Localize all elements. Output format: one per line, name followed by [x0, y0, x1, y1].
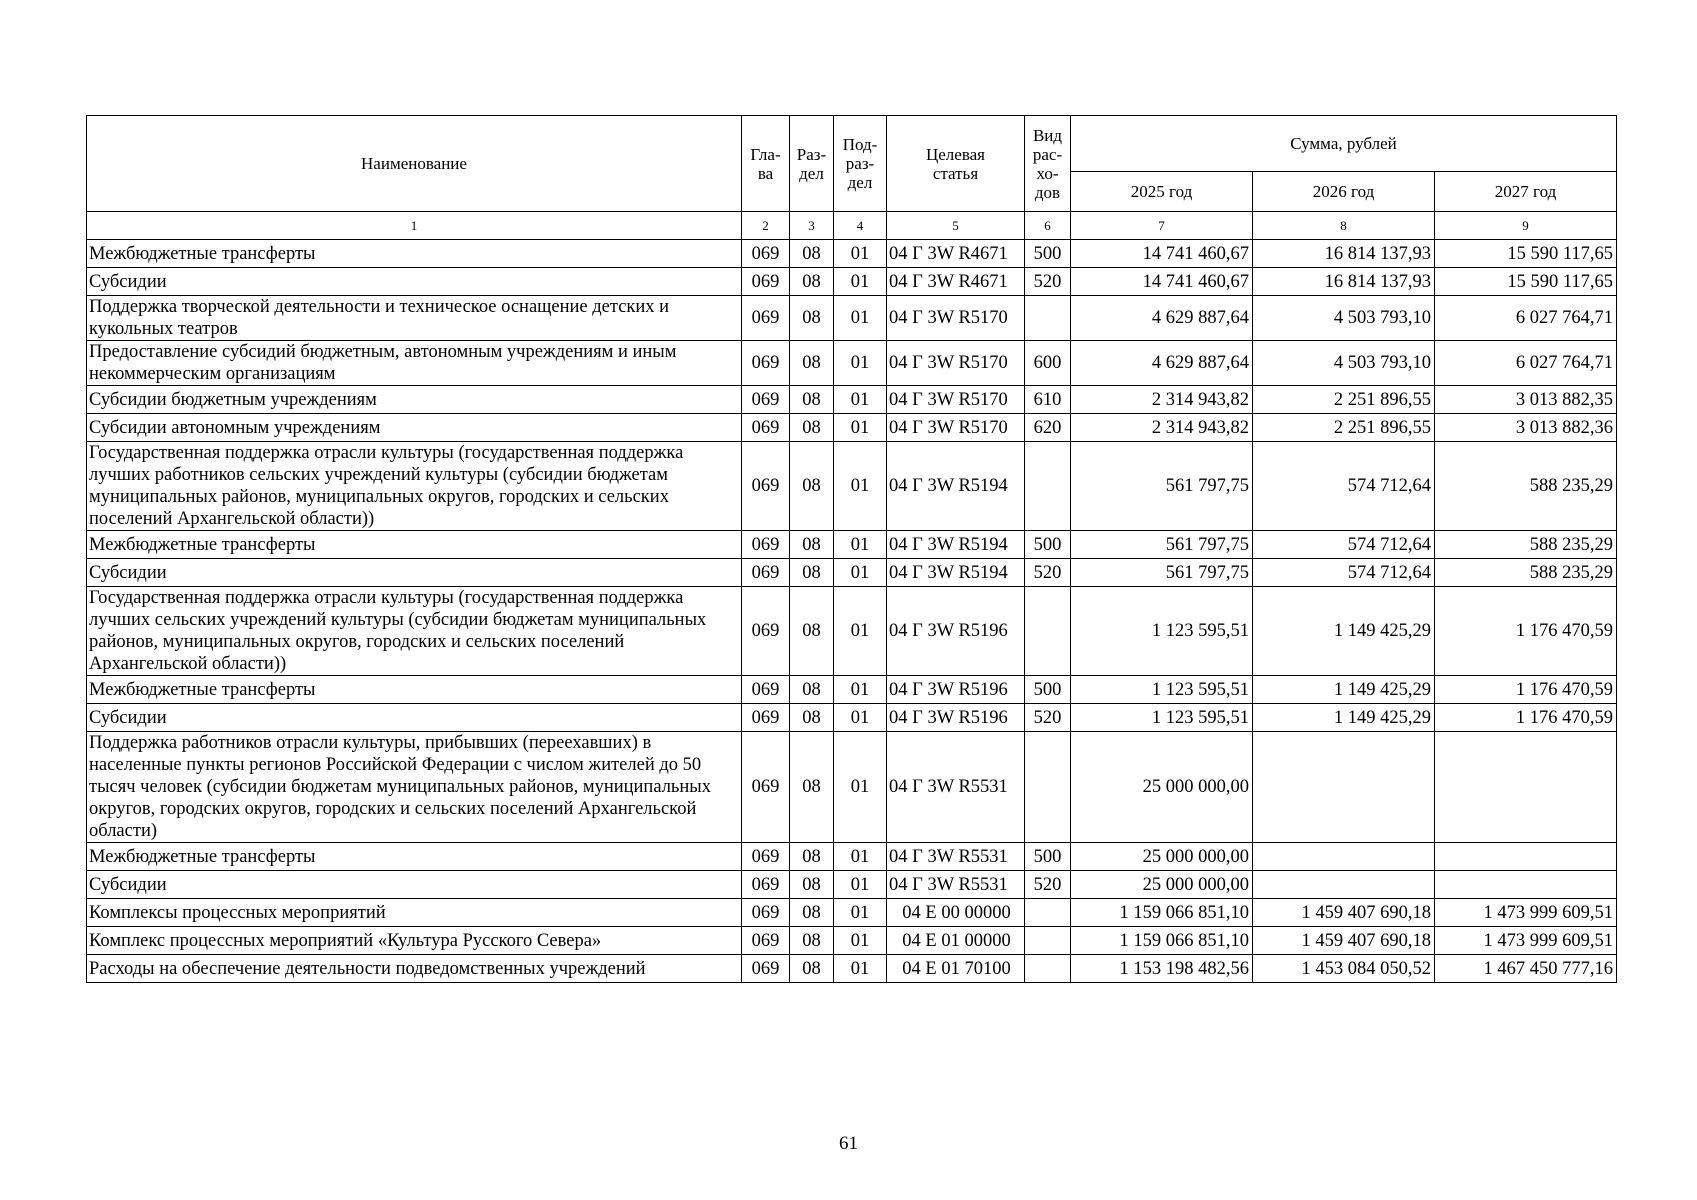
row-razdel: 08	[790, 587, 834, 676]
row-podrazdel: 01	[834, 240, 887, 268]
row-target-article: 04 Г 3W R5170	[887, 386, 1025, 414]
row-sum-2026: 16 814 137,93	[1253, 268, 1435, 296]
table-row	[87, 676, 1617, 704]
row-sum-2027: 1 473 999 609,51	[1435, 899, 1617, 927]
row-razdel: 08	[790, 732, 834, 843]
row-vid-raskhodov	[1025, 587, 1071, 676]
row-name: Субсидии	[87, 704, 742, 732]
row-vid-raskhodov: 520	[1025, 268, 1071, 296]
row-name: Комплекс процессных мероприятий «Культура Русского Севера»	[87, 927, 742, 955]
row-glava: 069	[742, 414, 790, 442]
row-razdel: 08	[790, 871, 834, 899]
row-sum-2027: 6 027 764,71	[1435, 296, 1617, 341]
table-body	[87, 240, 1617, 983]
row-vid-raskhodov	[1025, 732, 1071, 843]
row-razdel: 08	[790, 268, 834, 296]
row-vid-raskhodov	[1025, 442, 1071, 531]
row-sum-2025: 561 797,75	[1071, 559, 1253, 587]
row-sum-2025: 1 153 198 482,56	[1071, 955, 1253, 983]
row-podrazdel: 01	[834, 442, 887, 531]
table-row	[87, 899, 1617, 927]
table-row	[87, 442, 1617, 531]
table-row	[87, 559, 1617, 587]
table-row	[87, 240, 1617, 268]
row-sum-2027: 1 176 470,59	[1435, 676, 1617, 704]
row-sum-2026: 574 712,64	[1253, 559, 1435, 587]
row-podrazdel: 01	[834, 955, 887, 983]
row-target-article: 04 Г 3W R5531	[887, 843, 1025, 871]
row-name: Субсидии	[87, 559, 742, 587]
row-name: Межбюджетные трансферты	[87, 843, 742, 871]
column-number: 4	[834, 212, 887, 240]
row-vid-raskhodov: 500	[1025, 531, 1071, 559]
table-row	[87, 268, 1617, 296]
row-glava: 069	[742, 240, 790, 268]
row-sum-2025: 25 000 000,00	[1071, 871, 1253, 899]
row-sum-2027	[1435, 871, 1617, 899]
row-sum-2026: 1 453 084 050,52	[1253, 955, 1435, 983]
row-vid-raskhodov: 500	[1025, 676, 1071, 704]
row-sum-2026	[1253, 871, 1435, 899]
row-sum-2026: 2 251 896,55	[1253, 386, 1435, 414]
row-target-article: 04 Г 3W R5170	[887, 414, 1025, 442]
header-target-article: Целевая статья	[887, 116, 1025, 212]
row-name: Государственная поддержка отрасли культуры (государственная поддержка лучших сельских учреждений культуры (субсидии бюджетам муниципальных районов, муниципальных округов, городских и сельских поселений Архангельской области))	[87, 587, 742, 676]
row-sum-2025: 25 000 000,00	[1071, 843, 1253, 871]
row-name: Субсидии	[87, 871, 742, 899]
row-target-article: 04 Г 3W R4671	[887, 240, 1025, 268]
row-sum-2027: 15 590 117,65	[1435, 240, 1617, 268]
row-podrazdel: 01	[834, 531, 887, 559]
row-sum-2026: 16 814 137,93	[1253, 240, 1435, 268]
row-target-article: 04 Г 3W R5194	[887, 442, 1025, 531]
table-row	[87, 732, 1617, 843]
table-row	[87, 414, 1617, 442]
row-target-article: 04 Г 3W R5194	[887, 559, 1025, 587]
row-sum-2025: 14 741 460,67	[1071, 240, 1253, 268]
table-row	[87, 704, 1617, 732]
row-glava: 069	[742, 732, 790, 843]
row-name: Межбюджетные трансферты	[87, 240, 742, 268]
column-number: 1	[87, 212, 742, 240]
row-podrazdel: 01	[834, 927, 887, 955]
header-sum-title: Сумма, рублей	[1071, 116, 1617, 172]
row-sum-2026: 574 712,64	[1253, 531, 1435, 559]
column-number: 5	[887, 212, 1025, 240]
row-sum-2027	[1435, 732, 1617, 843]
row-target-article: 04 Г 3W R5196	[887, 676, 1025, 704]
row-razdel: 08	[790, 899, 834, 927]
row-sum-2025: 14 741 460,67	[1071, 268, 1253, 296]
row-sum-2025: 2 314 943,82	[1071, 414, 1253, 442]
row-target-article: 04 Е 01 70100	[887, 955, 1025, 983]
row-sum-2027: 588 235,29	[1435, 531, 1617, 559]
row-vid-raskhodov: 520	[1025, 871, 1071, 899]
row-sum-2026: 4 503 793,10	[1253, 296, 1435, 341]
row-sum-2027: 1 467 450 777,16	[1435, 955, 1617, 983]
row-sum-2026: 1 149 425,29	[1253, 704, 1435, 732]
row-name: Межбюджетные трансферты	[87, 531, 742, 559]
row-target-article: 04 Е 01 00000	[887, 927, 1025, 955]
row-razdel: 08	[790, 843, 834, 871]
row-name: Субсидии бюджетным учреждениям	[87, 386, 742, 414]
column-number: 9	[1435, 212, 1617, 240]
row-glava: 069	[742, 899, 790, 927]
row-glava: 069	[742, 559, 790, 587]
row-vid-raskhodov: 520	[1025, 559, 1071, 587]
table-row	[87, 531, 1617, 559]
table-row	[87, 843, 1617, 871]
header-year-2027: 2027 год	[1435, 172, 1617, 212]
row-vid-raskhodov: 600	[1025, 341, 1071, 386]
row-sum-2025: 1 123 595,51	[1071, 704, 1253, 732]
table-row	[87, 296, 1617, 341]
row-podrazdel: 01	[834, 296, 887, 341]
header-razdel: Раз- дел	[790, 116, 834, 212]
budget-table	[86, 115, 1617, 983]
row-podrazdel: 01	[834, 268, 887, 296]
row-sum-2026: 2 251 896,55	[1253, 414, 1435, 442]
row-glava: 069	[742, 704, 790, 732]
row-target-article: 04 Г 3W R5170	[887, 341, 1025, 386]
row-razdel: 08	[790, 559, 834, 587]
page-number: 61	[839, 1133, 858, 1154]
row-sum-2025: 2 314 943,82	[1071, 386, 1253, 414]
column-number: 6	[1025, 212, 1071, 240]
row-sum-2026: 1 459 407 690,18	[1253, 927, 1435, 955]
row-razdel: 08	[790, 927, 834, 955]
row-podrazdel: 01	[834, 341, 887, 386]
row-target-article: 04 Г 3W R5170	[887, 296, 1025, 341]
row-target-article: 04 Г 3W R5196	[887, 587, 1025, 676]
header-glava: Гла- ва	[742, 116, 790, 212]
row-razdel: 08	[790, 531, 834, 559]
row-sum-2027: 1 473 999 609,51	[1435, 927, 1617, 955]
row-glava: 069	[742, 587, 790, 676]
header-podrazdel: Под- раз- дел	[834, 116, 887, 212]
row-vid-raskhodov	[1025, 899, 1071, 927]
row-name: Межбюджетные трансферты	[87, 676, 742, 704]
table-row	[87, 587, 1617, 676]
row-podrazdel: 01	[834, 899, 887, 927]
row-sum-2027	[1435, 843, 1617, 871]
row-sum-2026: 4 503 793,10	[1253, 341, 1435, 386]
row-sum-2025: 4 629 887,64	[1071, 296, 1253, 341]
row-razdel: 08	[790, 704, 834, 732]
row-podrazdel: 01	[834, 559, 887, 587]
row-name: Поддержка работников отрасли культуры, прибывших (переехавших) в населенные пункты регионов Российской Федерации с числом жителей до 50 тысяч человек (субсидии бюджетам муниципальных районов, муниципальных округов, городских округов, городских и сельских поселений Архангельской области)	[87, 732, 742, 843]
row-sum-2026	[1253, 732, 1435, 843]
row-name: Предоставление субсидий бюджетным, автономным учреждениям и иным некоммерческим организациям	[87, 341, 742, 386]
row-vid-raskhodov	[1025, 927, 1071, 955]
row-podrazdel: 01	[834, 871, 887, 899]
row-sum-2025: 1 159 066 851,10	[1071, 927, 1253, 955]
row-vid-raskhodov: 610	[1025, 386, 1071, 414]
header-vid-raskhodov: Вид рас- хо- дов	[1025, 116, 1071, 212]
row-glava: 069	[742, 927, 790, 955]
row-sum-2027: 6 027 764,71	[1435, 341, 1617, 386]
row-sum-2027: 3 013 882,35	[1435, 386, 1617, 414]
header-year-2025: 2025 год	[1071, 172, 1253, 212]
row-vid-raskhodov: 500	[1025, 240, 1071, 268]
row-name: Поддержка творческой деятельности и техническое оснащение детских и кукольных театров	[87, 296, 742, 341]
row-glava: 069	[742, 531, 790, 559]
row-sum-2027: 3 013 882,36	[1435, 414, 1617, 442]
row-glava: 069	[742, 843, 790, 871]
row-sum-2027: 588 235,29	[1435, 442, 1617, 531]
row-sum-2025: 1 123 595,51	[1071, 587, 1253, 676]
row-name: Расходы на обеспечение деятельности подведомственных учреждений	[87, 955, 742, 983]
row-razdel: 08	[790, 296, 834, 341]
row-vid-raskhodov: 620	[1025, 414, 1071, 442]
row-podrazdel: 01	[834, 414, 887, 442]
row-target-article: 04 Г 3W R5196	[887, 704, 1025, 732]
row-razdel: 08	[790, 240, 834, 268]
row-razdel: 08	[790, 341, 834, 386]
row-sum-2027: 588 235,29	[1435, 559, 1617, 587]
row-glava: 069	[742, 268, 790, 296]
row-sum-2025: 1 123 595,51	[1071, 676, 1253, 704]
budget-table-wrapper	[86, 115, 1616, 983]
row-podrazdel: 01	[834, 704, 887, 732]
row-razdel: 08	[790, 955, 834, 983]
row-sum-2025: 1 159 066 851,10	[1071, 899, 1253, 927]
row-name: Государственная поддержка отрасли культуры (государственная поддержка лучших работников сельских учреждений культуры (субсидии бюджетам муниципальных районов, муниципальных округов, городских и сельских поселений Архангельской области))	[87, 442, 742, 531]
row-sum-2027: 1 176 470,59	[1435, 587, 1617, 676]
row-target-article: 04 Г 3W R5194	[887, 531, 1025, 559]
row-podrazdel: 01	[834, 676, 887, 704]
row-target-article: 04 Г 3W R5531	[887, 871, 1025, 899]
row-sum-2025: 25 000 000,00	[1071, 732, 1253, 843]
row-podrazdel: 01	[834, 843, 887, 871]
row-name: Комплексы процессных мероприятий	[87, 899, 742, 927]
row-sum-2027: 1 176 470,59	[1435, 704, 1617, 732]
row-glava: 069	[742, 955, 790, 983]
row-vid-raskhodov: 500	[1025, 843, 1071, 871]
column-numbers-row	[87, 212, 1617, 240]
row-sum-2026: 1 149 425,29	[1253, 676, 1435, 704]
column-number: 7	[1071, 212, 1253, 240]
row-vid-raskhodov	[1025, 296, 1071, 341]
table-row	[87, 927, 1617, 955]
row-glava: 069	[742, 386, 790, 414]
column-number: 8	[1253, 212, 1435, 240]
row-sum-2025: 561 797,75	[1071, 531, 1253, 559]
row-sum-2026: 1 149 425,29	[1253, 587, 1435, 676]
table-row	[87, 386, 1617, 414]
header-year-2026: 2026 год	[1253, 172, 1435, 212]
row-podrazdel: 01	[834, 587, 887, 676]
row-glava: 069	[742, 676, 790, 704]
table-row	[87, 871, 1617, 899]
row-sum-2025: 4 629 887,64	[1071, 341, 1253, 386]
row-razdel: 08	[790, 442, 834, 531]
table-row	[87, 341, 1617, 386]
row-vid-raskhodov	[1025, 955, 1071, 983]
row-razdel: 08	[790, 676, 834, 704]
row-target-article: 04 Г 3W R4671	[887, 268, 1025, 296]
row-glava: 069	[742, 296, 790, 341]
header-name: Наименование	[87, 116, 742, 212]
row-glava: 069	[742, 442, 790, 531]
row-podrazdel: 01	[834, 386, 887, 414]
row-target-article: 04 Е 00 00000	[887, 899, 1025, 927]
row-razdel: 08	[790, 414, 834, 442]
row-target-article: 04 Г 3W R5531	[887, 732, 1025, 843]
row-sum-2027: 15 590 117,65	[1435, 268, 1617, 296]
row-sum-2025: 561 797,75	[1071, 442, 1253, 531]
row-glava: 069	[742, 871, 790, 899]
row-podrazdel: 01	[834, 732, 887, 843]
row-name: Субсидии автономным учреждениям	[87, 414, 742, 442]
column-number: 3	[790, 212, 834, 240]
row-name: Субсидии	[87, 268, 742, 296]
row-sum-2026: 574 712,64	[1253, 442, 1435, 531]
row-sum-2026	[1253, 843, 1435, 871]
table-row	[87, 955, 1617, 983]
row-razdel: 08	[790, 386, 834, 414]
row-sum-2026: 1 459 407 690,18	[1253, 899, 1435, 927]
row-glava: 069	[742, 341, 790, 386]
column-number: 2	[742, 212, 790, 240]
row-vid-raskhodov: 520	[1025, 704, 1071, 732]
